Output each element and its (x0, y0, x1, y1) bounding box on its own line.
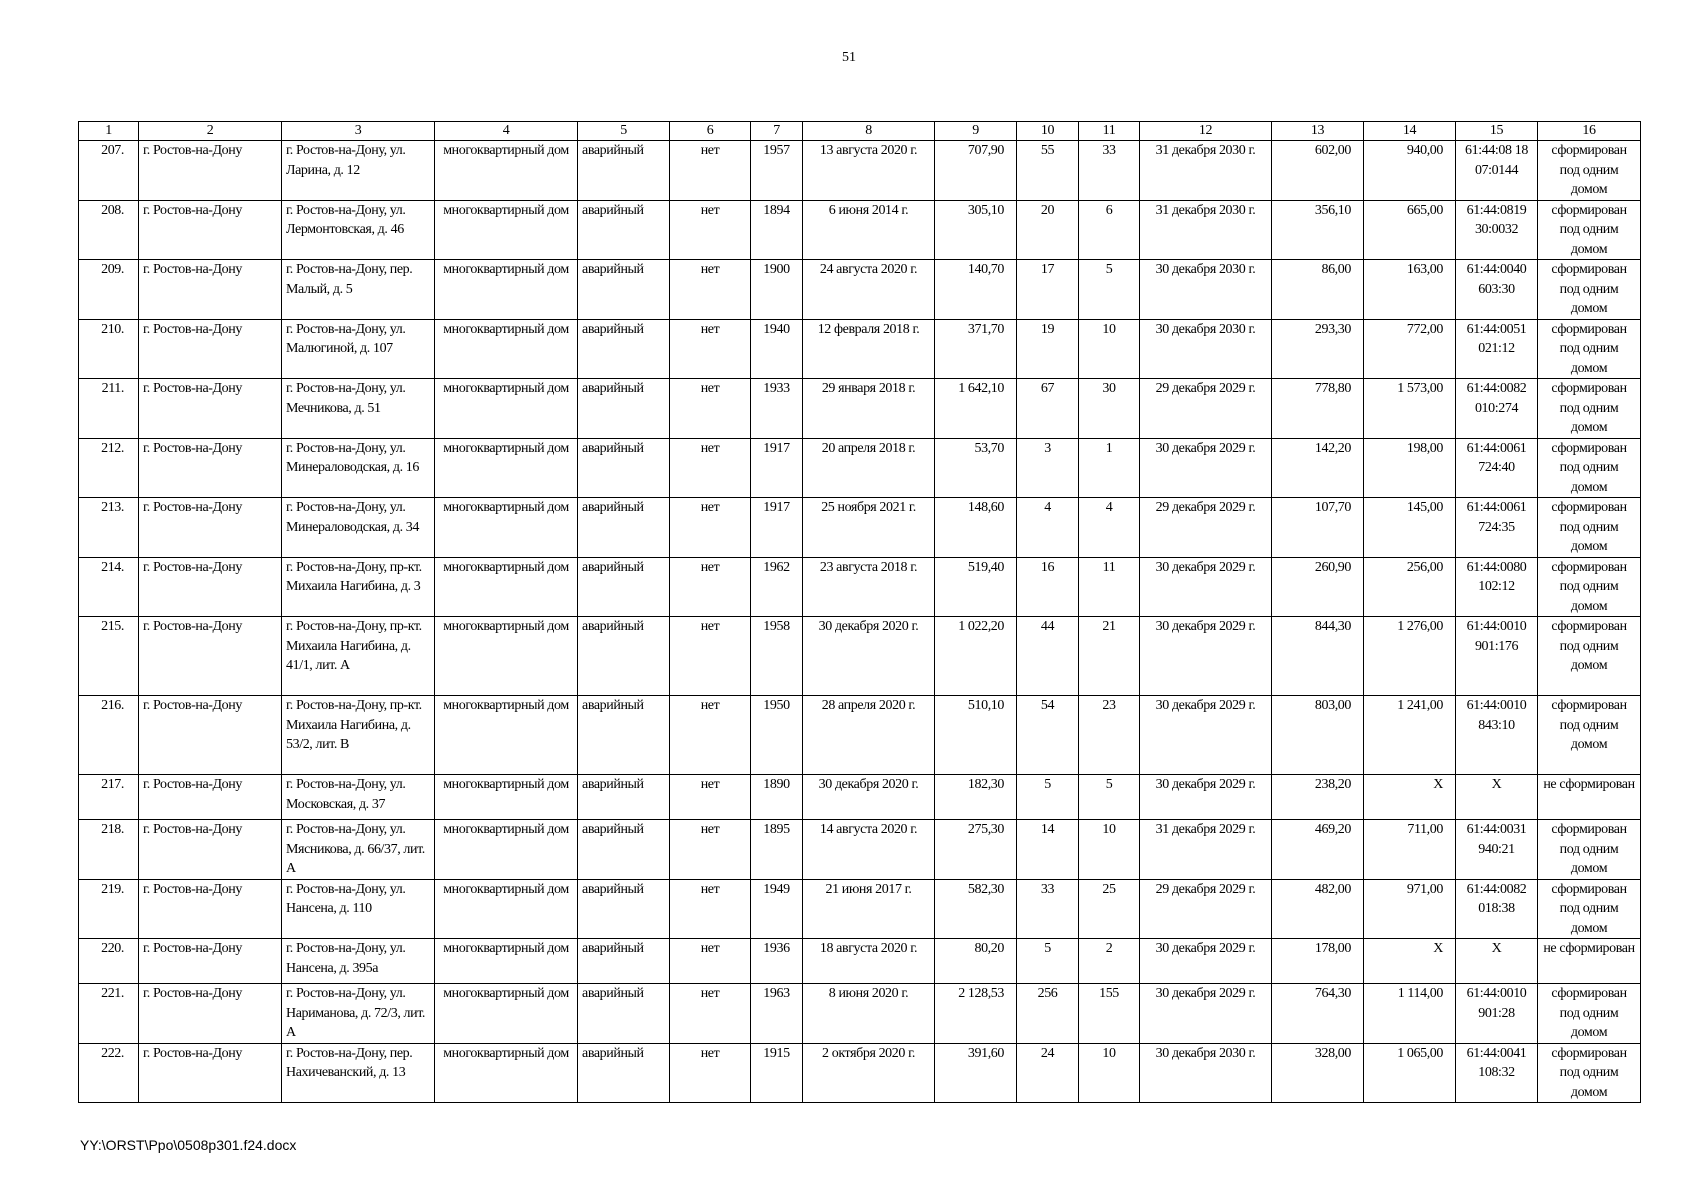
city-cell: г. Ростов-на-Дону (139, 557, 282, 617)
column-14-cell: 940,00 (1364, 141, 1456, 201)
table-row (79, 984, 1641, 1044)
column-header: 15 (1456, 122, 1538, 141)
year-built-cell: 1900 (751, 260, 803, 320)
table-row (79, 498, 1641, 558)
table-row (79, 939, 1641, 984)
row-number-cell: 208. (79, 200, 139, 260)
column-6-cell: нет (670, 696, 751, 775)
column-10-cell: 3 (1017, 438, 1079, 498)
building-type-cell: многоквартирный дом (435, 260, 578, 320)
building-type-cell: многоквартирный дом (435, 319, 578, 379)
area-cell: 305,10 (935, 200, 1017, 260)
column-13-cell: 803,00 (1272, 696, 1364, 775)
land-plot-status-cell: не сформирован (1538, 775, 1641, 820)
building-type-cell: многоквартирный дом (435, 879, 578, 939)
recognition-date-cell: 30 декабря 2020 г. (803, 617, 935, 696)
column-10-cell: 5 (1017, 939, 1079, 984)
column-13-cell: 293,30 (1272, 319, 1364, 379)
resettlement-deadline-cell: 30 декабря 2029 г. (1140, 939, 1272, 984)
column-14-cell: 1 573,00 (1364, 379, 1456, 439)
row-number-cell: 213. (79, 498, 139, 558)
column-6-cell: нет (670, 379, 751, 439)
condition-cell: аварийный (578, 200, 670, 260)
cadastral-number-cell: 61:44:0010 843:10 (1456, 696, 1538, 775)
column-13-cell: 107,70 (1272, 498, 1364, 558)
recognition-date-cell: 13 августа 2020 г. (803, 141, 935, 201)
resettlement-deadline-cell: 31 декабря 2029 г. (1140, 820, 1272, 880)
column-13-cell: 86,00 (1272, 260, 1364, 320)
cadastral-number-cell: 61:44:0010 901:28 (1456, 984, 1538, 1044)
city-cell: г. Ростов-на-Дону (139, 879, 282, 939)
condition-cell: аварийный (578, 696, 670, 775)
cadastral-number-cell: 61:44:0010 901:176 (1456, 617, 1538, 696)
cadastral-number-cell: 61:44:0061 724:35 (1456, 498, 1538, 558)
column-6-cell: нет (670, 775, 751, 820)
recognition-date-cell: 20 апреля 2018 г. (803, 438, 935, 498)
column-6-cell: нет (670, 200, 751, 260)
area-cell: 582,30 (935, 879, 1017, 939)
column-header: 3 (282, 122, 435, 141)
recognition-date-cell: 23 августа 2018 г. (803, 557, 935, 617)
table-row (79, 1043, 1641, 1103)
cadastral-number-cell: 61:44:08 18 07:0144 (1456, 141, 1538, 201)
cadastral-number-cell: 61:44:0082 010:274 (1456, 379, 1538, 439)
year-built-cell: 1950 (751, 696, 803, 775)
column-11-cell: 1 (1079, 438, 1140, 498)
column-6-cell: нет (670, 260, 751, 320)
year-built-cell: 1894 (751, 200, 803, 260)
column-10-cell: 4 (1017, 498, 1079, 558)
row-number-cell: 215. (79, 617, 139, 696)
row-number-cell: 210. (79, 319, 139, 379)
cadastral-number-cell: 61:44:0819 30:0032 (1456, 200, 1538, 260)
table-row (79, 141, 1641, 201)
cadastral-number-cell: 61:44:0082 018:38 (1456, 879, 1538, 939)
column-6-cell: нет (670, 1043, 751, 1103)
cadastral-number-cell: 61:44:0031 940:21 (1456, 820, 1538, 880)
recognition-date-cell: 12 февраля 2018 г. (803, 319, 935, 379)
area-cell: 148,60 (935, 498, 1017, 558)
recognition-date-cell: 8 июня 2020 г. (803, 984, 935, 1044)
column-13-cell: 778,80 (1272, 379, 1364, 439)
column-14-cell: 145,00 (1364, 498, 1456, 558)
column-10-cell: 54 (1017, 696, 1079, 775)
row-number-cell: 220. (79, 939, 139, 984)
building-type-cell: многоквартирный дом (435, 438, 578, 498)
column-6-cell: нет (670, 820, 751, 880)
address-cell: г. Ростов-на-Дону, пр-кт. Михаила Нагибина, д. 53/2, лит. В (282, 696, 435, 775)
condition-cell: аварийный (578, 617, 670, 696)
recognition-date-cell: 28 апреля 2020 г. (803, 696, 935, 775)
cadastral-number-cell: 61:44:0051 021:12 (1456, 319, 1538, 379)
address-cell: г. Ростов-на-Дону, ул. Мечникова, д. 51 (282, 379, 435, 439)
land-plot-status-cell: сформирован под одним домом (1538, 498, 1641, 558)
footer-file-path: YY:\ORST\Ppo\0508p301.f24.docx (80, 1137, 297, 1153)
column-6-cell: нет (670, 939, 751, 984)
year-built-cell: 1962 (751, 557, 803, 617)
recognition-date-cell: 30 декабря 2020 г. (803, 775, 935, 820)
condition-cell: аварийный (578, 379, 670, 439)
building-type-cell: многоквартирный дом (435, 557, 578, 617)
column-13-cell: 764,30 (1272, 984, 1364, 1044)
building-type-cell: многоквартирный дом (435, 498, 578, 558)
column-header: 7 (751, 122, 803, 141)
land-plot-status-cell: не сформирован (1538, 939, 1641, 984)
cadastral-number-cell: 61:44:0061 724:40 (1456, 438, 1538, 498)
building-type-cell: многоквартирный дом (435, 1043, 578, 1103)
column-header: 2 (139, 122, 282, 141)
area-cell: 371,70 (935, 319, 1017, 379)
area-cell: 275,30 (935, 820, 1017, 880)
column-header: 11 (1079, 122, 1140, 141)
cadastral-number-cell: 61:44:0041 108:32 (1456, 1043, 1538, 1103)
address-cell: г. Ростов-на-Дону, пер. Нахичеванский, д. 13 (282, 1043, 435, 1103)
year-built-cell: 1963 (751, 984, 803, 1044)
address-cell: г. Ростов-на-Дону, ул. Малюгиной, д. 107 (282, 319, 435, 379)
row-number-cell: 214. (79, 557, 139, 617)
recognition-date-cell: 18 августа 2020 г. (803, 939, 935, 984)
column-11-cell: 23 (1079, 696, 1140, 775)
city-cell: г. Ростов-на-Дону (139, 319, 282, 379)
column-14-cell: X (1364, 775, 1456, 820)
building-type-cell: многоквартирный дом (435, 617, 578, 696)
resettlement-deadline-cell: 30 декабря 2030 г. (1140, 260, 1272, 320)
land-plot-status-cell: сформирован под одним домом (1538, 696, 1641, 775)
city-cell: г. Ростов-на-Дону (139, 200, 282, 260)
area-cell: 53,70 (935, 438, 1017, 498)
column-14-cell: 198,00 (1364, 438, 1456, 498)
area-cell: 1 642,10 (935, 379, 1017, 439)
table-row (79, 260, 1641, 320)
column-10-cell: 5 (1017, 775, 1079, 820)
column-10-cell: 14 (1017, 820, 1079, 880)
recognition-date-cell: 29 января 2018 г. (803, 379, 935, 439)
column-14-cell: 665,00 (1364, 200, 1456, 260)
land-plot-status-cell: сформирован под одним домом (1538, 879, 1641, 939)
column-14-cell: 711,00 (1364, 820, 1456, 880)
building-type-cell: многоквартирный дом (435, 200, 578, 260)
column-11-cell: 33 (1079, 141, 1140, 201)
area-cell: 707,90 (935, 141, 1017, 201)
column-6-cell: нет (670, 879, 751, 939)
land-plot-status-cell: сформирован под одним домом (1538, 984, 1641, 1044)
land-plot-status-cell: сформирован под одним домом (1538, 557, 1641, 617)
column-13-cell: 469,20 (1272, 820, 1364, 880)
row-number-cell: 216. (79, 696, 139, 775)
column-10-cell: 256 (1017, 984, 1079, 1044)
cadastral-number-cell: 61:44:0040 603:30 (1456, 260, 1538, 320)
column-13-cell: 178,00 (1272, 939, 1364, 984)
city-cell: г. Ростов-на-Дону (139, 260, 282, 320)
resettlement-deadline-cell: 30 декабря 2029 г. (1140, 984, 1272, 1044)
column-11-cell: 10 (1079, 820, 1140, 880)
column-header: 16 (1538, 122, 1641, 141)
address-cell: г. Ростов-на-Дону, ул. Минераловодская, д. 16 (282, 438, 435, 498)
year-built-cell: 1958 (751, 617, 803, 696)
column-11-cell: 10 (1079, 319, 1140, 379)
area-cell: 1 022,20 (935, 617, 1017, 696)
year-built-cell: 1915 (751, 1043, 803, 1103)
city-cell: г. Ростов-на-Дону (139, 820, 282, 880)
recognition-date-cell: 24 августа 2020 г. (803, 260, 935, 320)
column-6-cell: нет (670, 984, 751, 1044)
column-14-cell: X (1364, 939, 1456, 984)
column-11-cell: 21 (1079, 617, 1140, 696)
land-plot-status-cell: сформирован под одним домом (1538, 820, 1641, 880)
row-number-cell: 207. (79, 141, 139, 201)
condition-cell: аварийный (578, 319, 670, 379)
row-number-cell: 209. (79, 260, 139, 320)
column-header: 14 (1364, 122, 1456, 141)
city-cell: г. Ростов-на-Дону (139, 1043, 282, 1103)
row-number-cell: 219. (79, 879, 139, 939)
column-11-cell: 30 (1079, 379, 1140, 439)
row-number-cell: 212. (79, 438, 139, 498)
column-13-cell: 602,00 (1272, 141, 1364, 201)
column-10-cell: 44 (1017, 617, 1079, 696)
column-10-cell: 33 (1017, 879, 1079, 939)
building-type-cell: многоквартирный дом (435, 984, 578, 1044)
building-type-cell: многоквартирный дом (435, 820, 578, 880)
resettlement-deadline-cell: 29 декабря 2029 г. (1140, 879, 1272, 939)
column-13-cell: 238,20 (1272, 775, 1364, 820)
land-plot-status-cell: сформирован под одним домом (1538, 319, 1641, 379)
condition-cell: аварийный (578, 820, 670, 880)
resettlement-deadline-cell: 31 декабря 2030 г. (1140, 141, 1272, 201)
column-14-cell: 1 065,00 (1364, 1043, 1456, 1103)
area-cell: 510,10 (935, 696, 1017, 775)
column-10-cell: 24 (1017, 1043, 1079, 1103)
cadastral-number-cell: X (1456, 775, 1538, 820)
column-11-cell: 4 (1079, 498, 1140, 558)
column-14-cell: 163,00 (1364, 260, 1456, 320)
column-13-cell: 482,00 (1272, 879, 1364, 939)
column-11-cell: 155 (1079, 984, 1140, 1044)
column-13-cell: 260,90 (1272, 557, 1364, 617)
column-14-cell: 1 241,00 (1364, 696, 1456, 775)
year-built-cell: 1949 (751, 879, 803, 939)
table-row (79, 879, 1641, 939)
address-cell: г. Ростов-на-Дону, пр-кт. Михаила Нагибина, д. 41/1, лит. А (282, 617, 435, 696)
resettlement-deadline-cell: 30 декабря 2030 г. (1140, 319, 1272, 379)
address-cell: г. Ростов-на-Дону, ул. Московская, д. 37 (282, 775, 435, 820)
column-10-cell: 55 (1017, 141, 1079, 201)
column-10-cell: 17 (1017, 260, 1079, 320)
area-cell: 140,70 (935, 260, 1017, 320)
recognition-date-cell: 14 августа 2020 г. (803, 820, 935, 880)
cadastral-number-cell: X (1456, 939, 1538, 984)
land-plot-status-cell: сформирован под одним домом (1538, 1043, 1641, 1103)
column-6-cell: нет (670, 438, 751, 498)
table-row (79, 820, 1641, 880)
year-built-cell: 1936 (751, 939, 803, 984)
recognition-date-cell: 21 июня 2017 г. (803, 879, 935, 939)
column-10-cell: 16 (1017, 557, 1079, 617)
address-cell: г. Ростов-на-Дону, пер. Малый, д. 5 (282, 260, 435, 320)
cadastral-number-cell: 61:44:0080 102:12 (1456, 557, 1538, 617)
column-13-cell: 328,00 (1272, 1043, 1364, 1103)
resettlement-deadline-cell: 30 декабря 2030 г. (1140, 1043, 1272, 1103)
column-11-cell: 6 (1079, 200, 1140, 260)
resettlement-deadline-cell: 31 декабря 2030 г. (1140, 200, 1272, 260)
address-cell: г. Ростов-на-Дону, ул. Мясникова, д. 66/37, лит. А (282, 820, 435, 880)
address-cell: г. Ростов-на-Дону, ул. Ларина, д. 12 (282, 141, 435, 201)
recognition-date-cell: 6 июня 2014 г. (803, 200, 935, 260)
year-built-cell: 1890 (751, 775, 803, 820)
column-14-cell: 772,00 (1364, 319, 1456, 379)
resettlement-deadline-cell: 30 декабря 2029 г. (1140, 696, 1272, 775)
condition-cell: аварийный (578, 775, 670, 820)
area-cell: 182,30 (935, 775, 1017, 820)
column-header: 5 (578, 122, 670, 141)
city-cell: г. Ростов-на-Дону (139, 696, 282, 775)
column-header: 1 (79, 122, 139, 141)
city-cell: г. Ростов-на-Дону (139, 775, 282, 820)
condition-cell: аварийный (578, 1043, 670, 1103)
condition-cell: аварийный (578, 939, 670, 984)
city-cell: г. Ростов-на-Дону (139, 379, 282, 439)
land-plot-status-cell: сформирован под одним домом (1538, 438, 1641, 498)
condition-cell: аварийный (578, 260, 670, 320)
table-row (79, 379, 1641, 439)
condition-cell: аварийный (578, 498, 670, 558)
resettlement-deadline-cell: 29 декабря 2029 г. (1140, 379, 1272, 439)
table-row (79, 775, 1641, 820)
column-10-cell: 67 (1017, 379, 1079, 439)
year-built-cell: 1917 (751, 498, 803, 558)
resettlement-deadline-cell: 29 декабря 2029 г. (1140, 498, 1272, 558)
table-row (79, 696, 1641, 775)
column-11-cell: 11 (1079, 557, 1140, 617)
row-number-cell: 218. (79, 820, 139, 880)
address-cell: г. Ростов-на-Дону, ул. Нариманова, д. 72/3, лит. А (282, 984, 435, 1044)
column-header: 10 (1017, 122, 1079, 141)
column-13-cell: 356,10 (1272, 200, 1364, 260)
land-plot-status-cell: сформирован под одним домом (1538, 141, 1641, 201)
column-13-cell: 844,30 (1272, 617, 1364, 696)
year-built-cell: 1940 (751, 319, 803, 379)
column-header: 9 (935, 122, 1017, 141)
land-plot-status-cell: сформирован под одним домом (1538, 260, 1641, 320)
city-cell: г. Ростов-на-Дону (139, 498, 282, 558)
table-header-row (79, 122, 1641, 141)
area-cell: 80,20 (935, 939, 1017, 984)
year-built-cell: 1895 (751, 820, 803, 880)
condition-cell: аварийный (578, 438, 670, 498)
land-plot-status-cell: сформирован под одним домом (1538, 617, 1641, 696)
year-built-cell: 1933 (751, 379, 803, 439)
row-number-cell: 217. (79, 775, 139, 820)
column-13-cell: 142,20 (1272, 438, 1364, 498)
land-plot-status-cell: сформирован под одним домом (1538, 379, 1641, 439)
column-14-cell: 971,00 (1364, 879, 1456, 939)
resettlement-deadline-cell: 30 декабря 2029 г. (1140, 775, 1272, 820)
land-plot-status-cell: сформирован под одним домом (1538, 200, 1641, 260)
building-type-cell: многоквартирный дом (435, 939, 578, 984)
city-cell: г. Ростов-на-Дону (139, 617, 282, 696)
column-11-cell: 5 (1079, 775, 1140, 820)
column-header: 13 (1272, 122, 1364, 141)
row-number-cell: 221. (79, 984, 139, 1044)
column-10-cell: 19 (1017, 319, 1079, 379)
address-cell: г. Ростов-на-Дону, ул. Нансена, д. 395а (282, 939, 435, 984)
column-header: 12 (1140, 122, 1272, 141)
area-cell: 519,40 (935, 557, 1017, 617)
condition-cell: аварийный (578, 879, 670, 939)
building-type-cell: многоквартирный дом (435, 775, 578, 820)
city-cell: г. Ростов-на-Дону (139, 939, 282, 984)
city-cell: г. Ростов-на-Дону (139, 141, 282, 201)
year-built-cell: 1917 (751, 438, 803, 498)
building-type-cell: многоквартирный дом (435, 379, 578, 439)
column-6-cell: нет (670, 617, 751, 696)
column-header: 8 (803, 122, 935, 141)
column-6-cell: нет (670, 498, 751, 558)
column-header: 4 (435, 122, 578, 141)
address-cell: г. Ростов-на-Дону, ул. Минераловодская, д. 34 (282, 498, 435, 558)
column-11-cell: 25 (1079, 879, 1140, 939)
page-number: 51 (842, 50, 856, 65)
year-built-cell: 1957 (751, 141, 803, 201)
table-row (79, 200, 1641, 260)
column-14-cell: 256,00 (1364, 557, 1456, 617)
table-row (79, 438, 1641, 498)
city-cell: г. Ростов-на-Дону (139, 984, 282, 1044)
address-cell: г. Ростов-на-Дону, пр-кт. Михаила Нагибина, д. 3 (282, 557, 435, 617)
column-header: 6 (670, 122, 751, 141)
condition-cell: аварийный (578, 557, 670, 617)
column-6-cell: нет (670, 319, 751, 379)
column-14-cell: 1 114,00 (1364, 984, 1456, 1044)
condition-cell: аварийный (578, 984, 670, 1044)
column-6-cell: нет (670, 141, 751, 201)
column-6-cell: нет (670, 557, 751, 617)
condition-cell: аварийный (578, 141, 670, 201)
resettlement-deadline-cell: 30 декабря 2029 г. (1140, 617, 1272, 696)
row-number-cell: 222. (79, 1043, 139, 1103)
table-row (79, 557, 1641, 617)
resettlement-deadline-cell: 30 декабря 2029 г. (1140, 557, 1272, 617)
column-11-cell: 2 (1079, 939, 1140, 984)
address-cell: г. Ростов-на-Дону, ул. Нансена, д. 110 (282, 879, 435, 939)
column-10-cell: 20 (1017, 200, 1079, 260)
building-type-cell: многоквартирный дом (435, 141, 578, 201)
city-cell: г. Ростов-на-Дону (139, 438, 282, 498)
area-cell: 2 128,53 (935, 984, 1017, 1044)
address-cell: г. Ростов-на-Дону, ул. Лермонтовская, д. 46 (282, 200, 435, 260)
resettlement-deadline-cell: 30 декабря 2029 г. (1140, 438, 1272, 498)
building-type-cell: многоквартирный дом (435, 696, 578, 775)
housing-registry-table (78, 121, 1641, 1103)
table-row (79, 319, 1641, 379)
row-number-cell: 211. (79, 379, 139, 439)
column-11-cell: 10 (1079, 1043, 1140, 1103)
column-11-cell: 5 (1079, 260, 1140, 320)
column-14-cell: 1 276,00 (1364, 617, 1456, 696)
recognition-date-cell: 2 октября 2020 г. (803, 1043, 935, 1103)
area-cell: 391,60 (935, 1043, 1017, 1103)
recognition-date-cell: 25 ноября 2021 г. (803, 498, 935, 558)
table-row (79, 617, 1641, 696)
